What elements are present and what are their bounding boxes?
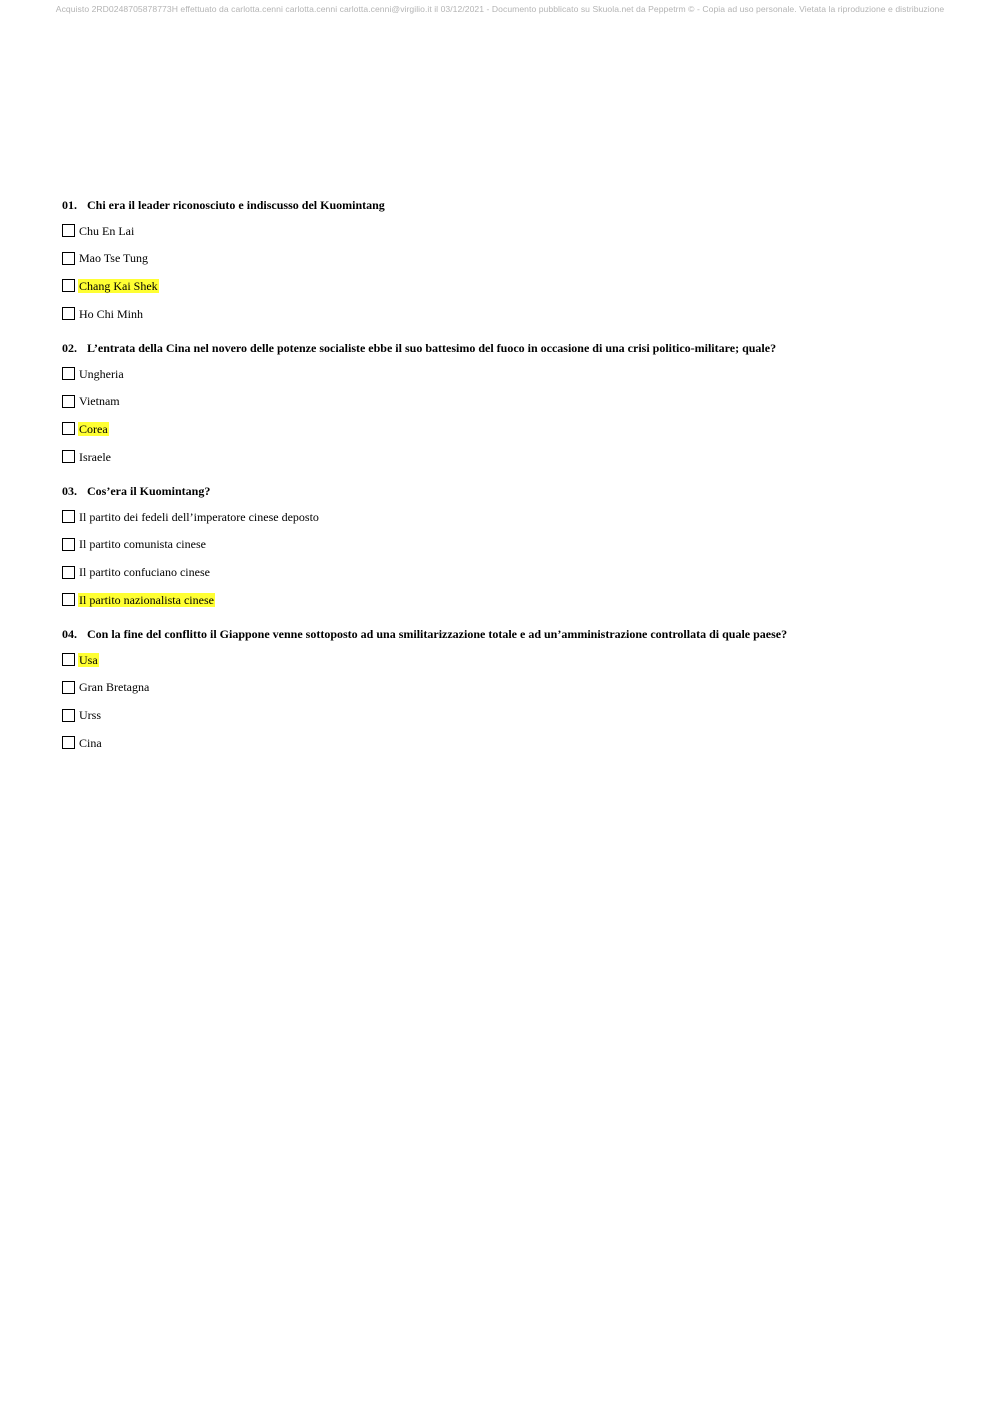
question-number: 03. <box>62 484 77 499</box>
option-usa[interactable] <box>62 650 962 669</box>
option-label-highlighted: Chang Kai Shek <box>79 278 158 293</box>
checkbox[interactable] <box>62 224 75 237</box>
option-partito-nazionalista[interactable] <box>62 590 962 609</box>
option-israele[interactable] <box>62 447 962 466</box>
option-label: Il partito comunista cinese <box>79 537 206 552</box>
option-label-highlighted: Il partito nazionalista cinese <box>79 592 214 607</box>
option-label: Ho Chi Minh <box>79 306 144 321</box>
option-partito-confuciano[interactable] <box>62 563 962 582</box>
checkbox[interactable] <box>62 279 75 292</box>
checkbox[interactable] <box>62 593 75 606</box>
watermark: Acquisto 2RD0248705878773H effettuato da carlotta.cenni carlotta.cenni carlotta.cenni@virgilio.it il 03/12/2021 - Documento pubblicato su Skuola.net da Peppetrm © - Copia ad uso personale. Vietata la riproduzione e distribuzione <box>55 4 945 14</box>
option-label: Ungheria <box>79 366 124 381</box>
question-title <box>62 196 962 214</box>
question-text: Con la fine del conflitto il Giappone venne sottoposto ad una smilitarizzazione totale e ad un’amministrazione controllata di quale paese? <box>87 627 788 642</box>
option-corea[interactable] <box>62 419 962 438</box>
checkbox[interactable] <box>62 566 75 579</box>
option-gran-bretagna[interactable] <box>62 678 962 697</box>
option-label: Chu En Lai <box>79 223 135 238</box>
option-label: Il partito confuciano cinese <box>79 565 210 579</box>
question-text: L’entrata della Cina nel novero delle potenze socialiste ebbe il suo battesimo del fuoco in occasione di una crisi politico-militare; quale? <box>87 341 777 356</box>
option-label: Vietnam <box>79 394 120 409</box>
checkbox[interactable] <box>62 252 75 265</box>
option-ungheria[interactable] <box>62 364 962 383</box>
quiz <box>62 196 962 768</box>
option-partito-comunista[interactable] <box>62 535 962 554</box>
option-label: Gran Bretagna <box>79 680 150 695</box>
question-text: Cos’era il Kuomintang? <box>87 484 211 499</box>
option-label: Urss <box>79 708 102 723</box>
checkbox[interactable] <box>62 538 75 551</box>
checkbox[interactable] <box>62 510 75 523</box>
question-title <box>62 482 962 500</box>
question-number: 02. <box>62 341 77 356</box>
question-title <box>62 339 962 357</box>
checkbox[interactable] <box>62 367 75 380</box>
checkbox[interactable] <box>62 422 75 435</box>
option-label-highlighted: Usa <box>79 652 98 667</box>
option-label: Israele <box>79 449 111 464</box>
option-label: Mao Tse Tung <box>79 251 148 266</box>
checkbox[interactable] <box>62 736 75 749</box>
question-04 <box>62 625 962 752</box>
checkbox[interactable] <box>62 681 75 694</box>
question-02 <box>62 339 962 466</box>
option-mao-tse-tung[interactable] <box>62 249 962 268</box>
option-chang-kai-shek[interactable] <box>62 276 962 295</box>
option-label-highlighted: Corea <box>79 421 108 436</box>
question-03 <box>62 482 962 609</box>
option-cina[interactable] <box>62 733 962 752</box>
question-title <box>62 625 962 643</box>
checkbox[interactable] <box>62 450 75 463</box>
checkbox[interactable] <box>62 395 75 408</box>
question-number: 01. <box>62 198 77 212</box>
option-ho-chi-minh[interactable] <box>62 304 962 323</box>
question-01 <box>62 196 962 323</box>
checkbox[interactable] <box>62 709 75 722</box>
checkbox[interactable] <box>62 653 75 666</box>
checkbox[interactable] <box>62 307 75 320</box>
option-partito-imperatore[interactable] <box>62 507 962 526</box>
option-urss[interactable] <box>62 706 962 725</box>
option-label: Il partito dei fedeli dell’imperatore cinese deposto <box>79 509 319 524</box>
question-number: 04. <box>62 627 77 642</box>
option-vietnam[interactable] <box>62 392 962 411</box>
option-label: Cina <box>79 735 102 750</box>
option-chu-en-lai[interactable] <box>62 221 962 240</box>
question-text: Chi era il leader riconosciuto e indiscusso del Kuomintang <box>87 198 385 212</box>
